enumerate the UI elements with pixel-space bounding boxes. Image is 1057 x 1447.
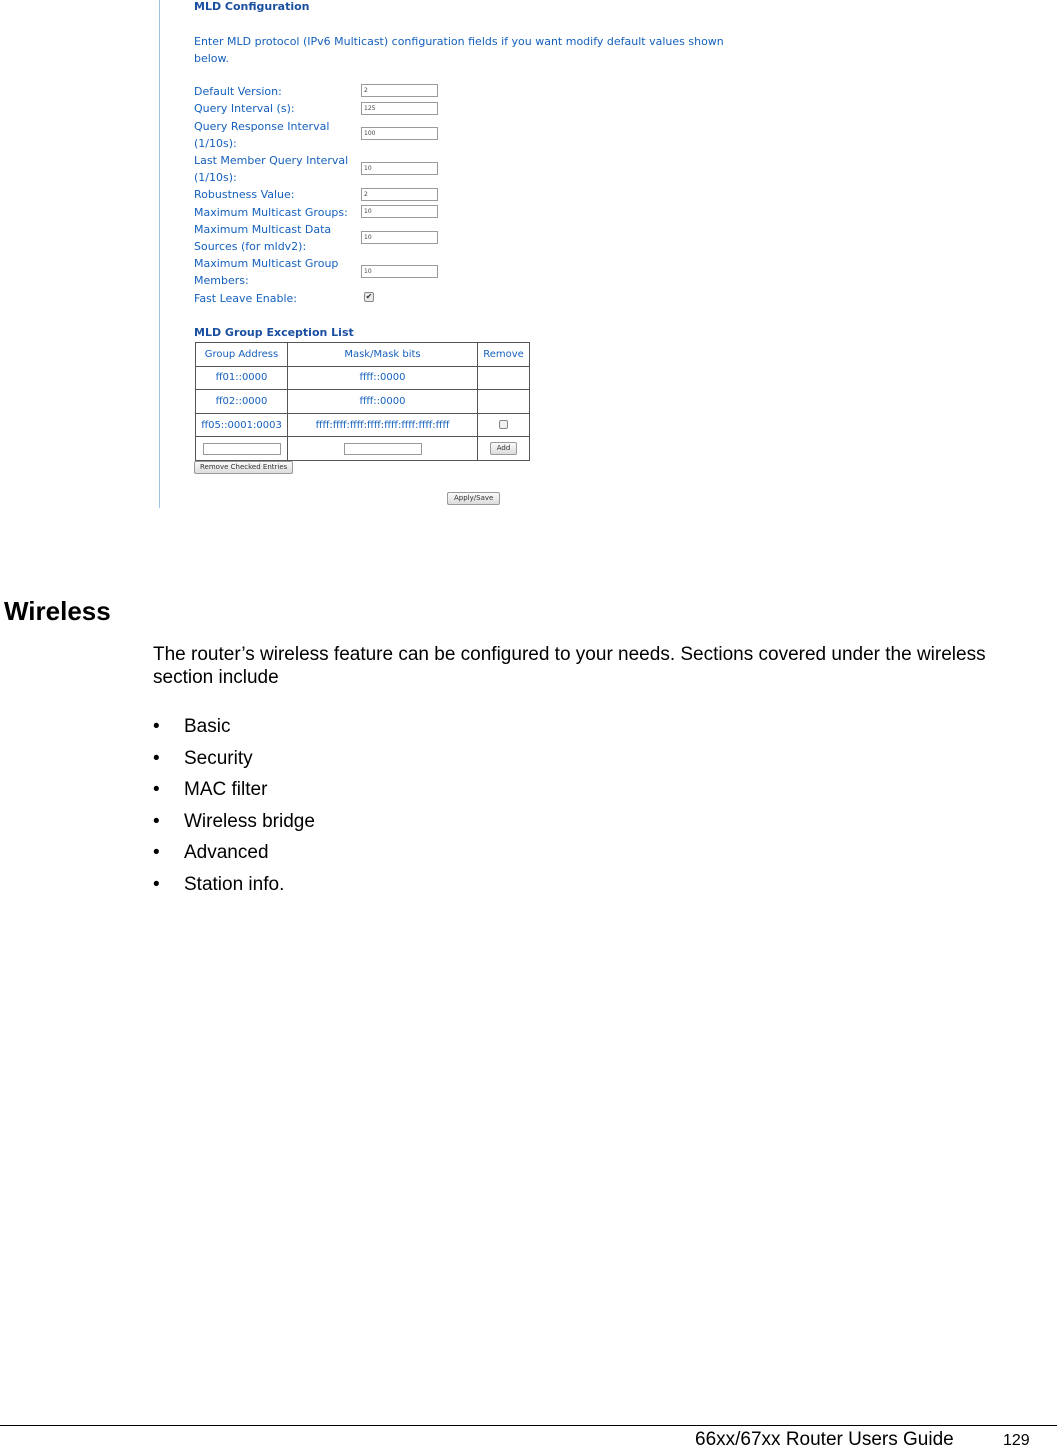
last-member-query-interval-input[interactable]: 10 — [361, 162, 438, 175]
default-version-input[interactable]: 2 — [361, 84, 438, 97]
list-item-text: Wireless bridge — [184, 810, 315, 832]
fast-leave-checkbox[interactable]: ✔ — [365, 292, 373, 301]
mask-cell: ffff:ffff:ffff:ffff:ffff:ffff:ffff:ffff — [288, 413, 478, 437]
max-multicast-group-members-label: Maximum Multicast Group Members: — [194, 257, 339, 287]
header-remove: Remove — [478, 343, 530, 367]
exception-list-title: MLD Group Exception List — [194, 326, 354, 339]
fast-leave-label: Fast Leave Enable: — [194, 292, 297, 305]
group-address-cell: ff02::0000 — [196, 390, 288, 414]
list-item-text: MAC filter — [184, 779, 268, 801]
max-multicast-groups-input[interactable]: 10 — [361, 205, 438, 218]
mask-cell: ffff::0000 — [288, 366, 478, 390]
max-multicast-data-sources-label: Maximum Multicast Data Sources (for mldv2): — [194, 223, 332, 253]
section-paragraph: The router’s wireless feature can be configured to your needs. Sections covered under the wireless section include — [153, 644, 986, 688]
max-multicast-group-members-input[interactable]: 10 — [361, 265, 438, 278]
mask-cell: ffff::0000 — [288, 390, 478, 414]
table-add-row — [196, 437, 530, 461]
list-item — [153, 745, 315, 777]
list-item — [153, 839, 315, 871]
new-mask-input[interactable] — [344, 443, 422, 455]
exception-table — [195, 342, 530, 461]
last-member-query-interval-label: Last Member Query Interval (1/10s): — [194, 154, 349, 184]
list-item-text: Advanced — [184, 842, 269, 864]
list-item — [153, 776, 315, 808]
table-row — [196, 413, 530, 437]
group-address-cell: ff05::0001:0003 — [196, 413, 288, 437]
bullet-icon: • — [153, 716, 160, 737]
bullet-icon: • — [153, 842, 160, 864]
robustness-value-input[interactable]: 2 — [361, 188, 438, 201]
query-response-interval-label: Query Response Interval (1/10s): — [194, 120, 330, 150]
bullet-icon: • — [153, 873, 160, 895]
mld-title: MLD Configuration — [194, 0, 310, 13]
add-button[interactable]: Add — [490, 442, 518, 455]
table-header-row — [196, 343, 530, 367]
apply-save-button[interactable]: Apply/Save — [447, 492, 500, 505]
query-interval-input[interactable]: 125 — [361, 102, 438, 115]
header-mask: Mask/Mask bits — [288, 343, 478, 367]
max-multicast-groups-label: Maximum Multicast Groups: — [194, 206, 348, 219]
list-item-text: Station info. — [184, 873, 285, 895]
screenshot-divider-line — [159, 0, 160, 508]
header-group-address: Group Address — [196, 343, 288, 367]
max-multicast-data-sources-input[interactable]: 10 — [361, 231, 438, 244]
mld-intro: Enter MLD protocol (IPv6 Multicast) configuration fields if you want modify default values shown below. — [194, 35, 724, 65]
bullet-icon: • — [153, 747, 160, 769]
table-row — [196, 390, 530, 414]
page-number: 129 — [1003, 1432, 1030, 1447]
new-group-address-input[interactable] — [203, 443, 281, 455]
bullet-icon: • — [153, 779, 160, 801]
table-row — [196, 366, 530, 390]
remove-checkbox[interactable] — [499, 420, 508, 429]
default-version-label: Default Version: — [194, 85, 282, 98]
remove-checked-entries-button[interactable]: Remove Checked Entries — [194, 461, 293, 474]
wireless-sections-list — [153, 713, 315, 903]
add-cell — [478, 437, 530, 461]
footer-title: 66xx/67xx Router Users Guide — [695, 1429, 954, 1447]
list-item-text: Security — [184, 747, 253, 769]
list-item — [153, 713, 315, 745]
robustness-value-label: Robustness Value: — [194, 188, 295, 201]
group-address-cell: ff01::0000 — [196, 366, 288, 390]
query-response-interval-input[interactable]: 100 — [361, 127, 438, 140]
footer-rule — [0, 1425, 1057, 1426]
list-item — [153, 871, 315, 903]
new-group-cell — [196, 437, 288, 461]
remove-cell — [478, 390, 530, 414]
remove-cell — [478, 366, 530, 390]
list-item-text: Basic — [184, 716, 231, 737]
section-heading: Wireless — [4, 596, 111, 626]
list-item — [153, 808, 315, 840]
query-interval-label: Query Interval (s): — [194, 102, 295, 115]
bullet-icon: • — [153, 810, 160, 832]
new-mask-cell — [288, 437, 478, 461]
remove-cell — [478, 413, 530, 437]
